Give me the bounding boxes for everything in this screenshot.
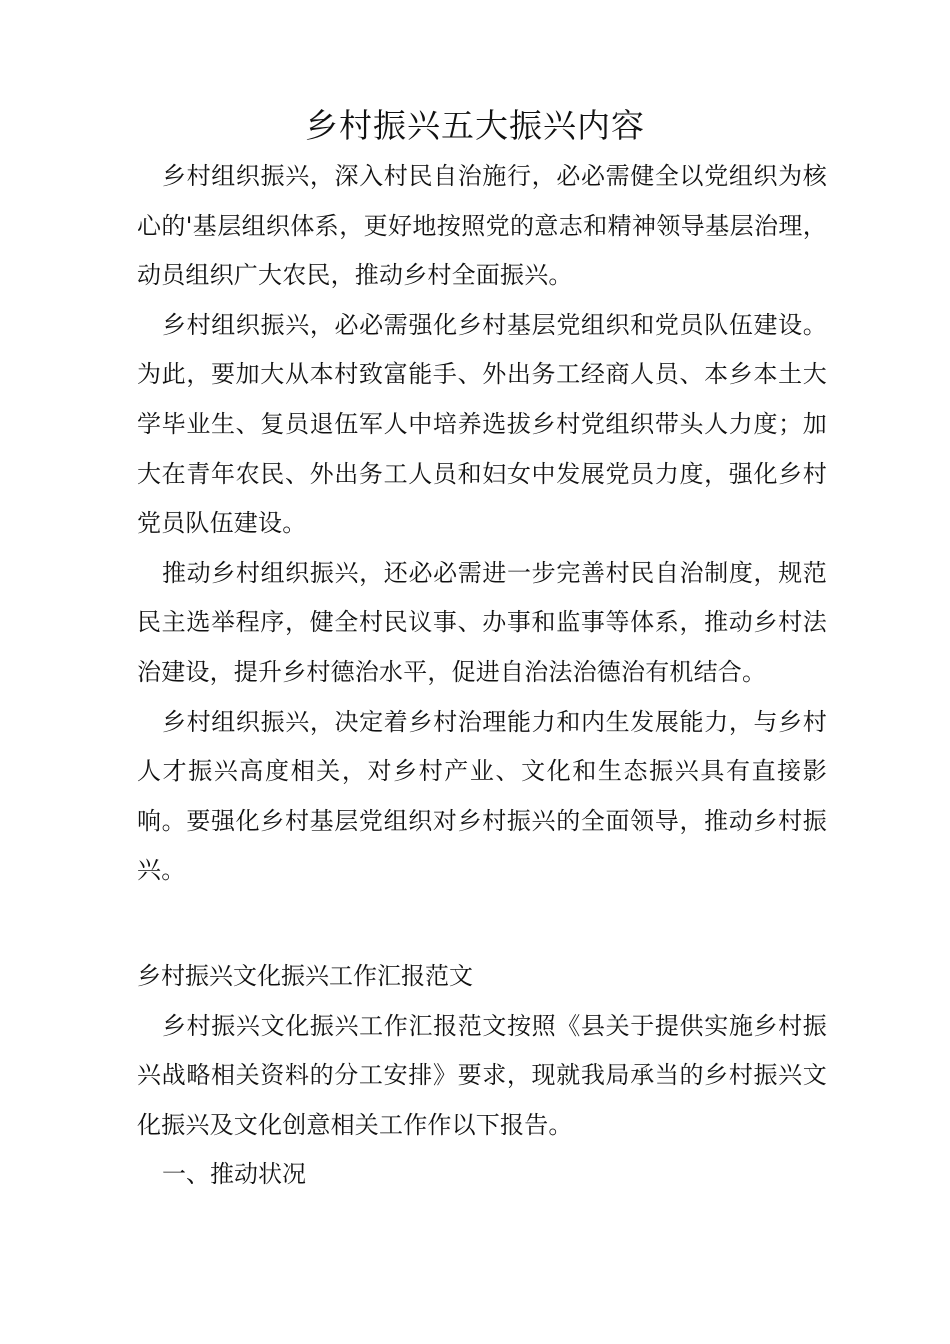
- document-body: [137, 152, 827, 1200]
- section-heading: 一、推动状况: [162, 1160, 306, 1189]
- paragraph-organization-2: 乡村组织振兴，必必需强化乡村基层党组织和党员队伍建设。为此，要加大从本村致富能手、外出务工经商人员、本乡本土大学毕业生、复员退伍军人中培养选拔乡村党组织带头人力度；加大在青年农民、外出务工人员和妇女中发展党员力度，强化乡村党员队伍建设。: [137, 310, 827, 538]
- paragraph-organization-4: 乡村组织振兴，决定着乡村治理能力和内生发展能力，与乡村人才振兴高度相关，对乡村产业、文化和生态振兴具有直接影响。要强化乡村基层党组织对乡村振兴的全面领导，推动乡村振兴。: [137, 707, 827, 885]
- paragraph-organization-1: 乡村组织振兴，深入村民自治施行，必必需健全以党组织为核心的'基层组织体系，更好地按照党的意志和精神领导基层治理，动员组织广大农民，推动乡村全面振兴。: [137, 162, 827, 290]
- section-subheading: 乡村振兴文化振兴工作汇报范文: [137, 961, 473, 990]
- paragraph-organization-3: 推动乡村组织振兴，还必必需进一步完善村民自治制度，规范民主选举程序，健全村民议事、办事和监事等体系，推动乡村法治建设，提升乡村德治水平，促进自治法治德治有机结合。: [137, 558, 827, 686]
- report-paragraph: 乡村振兴文化振兴工作汇报范文按照《县关于提供实施乡村振兴战略相关资料的分工安排》要求，现就我局承当的乡村振兴文化振兴及文化创意相关工作作以下报告。: [137, 1011, 827, 1139]
- document-title: 乡村振兴五大振兴内容: [305, 106, 645, 145]
